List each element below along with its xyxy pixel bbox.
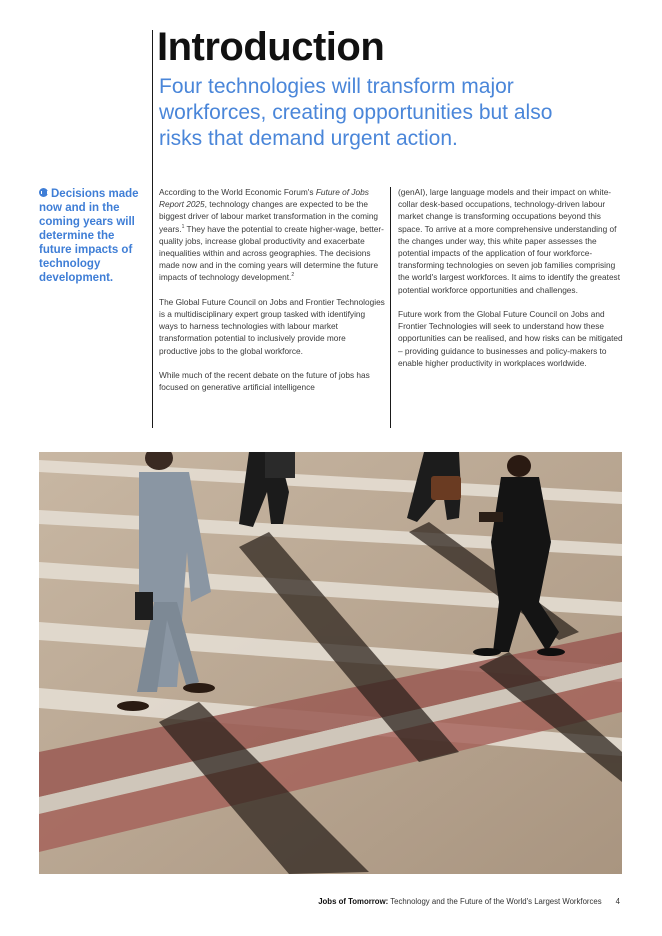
quote-bubble-icon bbox=[39, 188, 48, 197]
page-title: Introduction bbox=[157, 25, 385, 69]
paragraph: The Global Future Council on Jobs and Frontier Technologies is a multidisciplinary expert group tasked with identifying ways to harness technologies with labour market transformation potential to inclusively provide more productive jobs to the global workforce. bbox=[159, 296, 385, 356]
paragraph bbox=[159, 186, 385, 284]
body-column-1 bbox=[159, 186, 385, 406]
report-name-bold: Jobs of Tomorrow: bbox=[318, 897, 389, 906]
footnote-ref[interactable]: 1 bbox=[181, 223, 185, 230]
commuters-walking-photo bbox=[39, 452, 622, 874]
footnote-ref[interactable]: 2 bbox=[291, 272, 295, 279]
paragraph: (genAI), large language models and their impact on white-collar desk-based occupations, technology-driven labour market change is transforming occupations beyond this space. To arrive at a more comprehensive understanding of the changes under way, this white paper assesses the potential impacts of the application of four workforce-transforming technologies on seven job families comprising the world's largest workforces. It aims to identify the greatest potential workforce opportunities and challenges. bbox=[398, 187, 621, 295]
page-footer bbox=[318, 897, 620, 906]
paragraph: While much of the recent debate on the future of jobs has focused on generative artificial intelligence bbox=[159, 370, 370, 393]
photo-illustration bbox=[39, 452, 622, 874]
text-run: , technology changes are expected to be the biggest driver of labour market transformation in the coming years. bbox=[159, 199, 379, 234]
report-name: Technology and the Future of the World's Largest Workforces bbox=[388, 897, 602, 906]
column-divider-2 bbox=[390, 187, 391, 428]
page-number: 4 bbox=[615, 897, 620, 906]
page-subtitle: Four technologies will transform major workforces, creating opportunities but also risks that demand urgent action. bbox=[159, 75, 553, 150]
text-run: They have the potential to create higher-wage, better-quality jobs, increase global productivity and exacerbate inequalities within and across geographies. The decisions made now and in the coming years will determine the future impacts of technology development. bbox=[159, 223, 384, 283]
paragraph: Future work from the Global Future Council on Jobs and Frontier Technologies will seek to understand how these opportunities can be realised, and how risks can be mitigated – providing guidance to businesses and policy-makers to enable higher productivity in workplaces worldwide. bbox=[398, 309, 623, 368]
body-column-2 bbox=[398, 186, 624, 381]
pull-quote bbox=[39, 187, 143, 285]
text-run: According to the World Economic Forum's bbox=[159, 187, 316, 197]
report-title-italic: Future of Jobs Report 2025 bbox=[159, 187, 369, 210]
pull-quote-text: Decisions made now and in the coming years will determine the future impacts of technology development. bbox=[39, 188, 139, 284]
column-divider bbox=[152, 30, 153, 428]
